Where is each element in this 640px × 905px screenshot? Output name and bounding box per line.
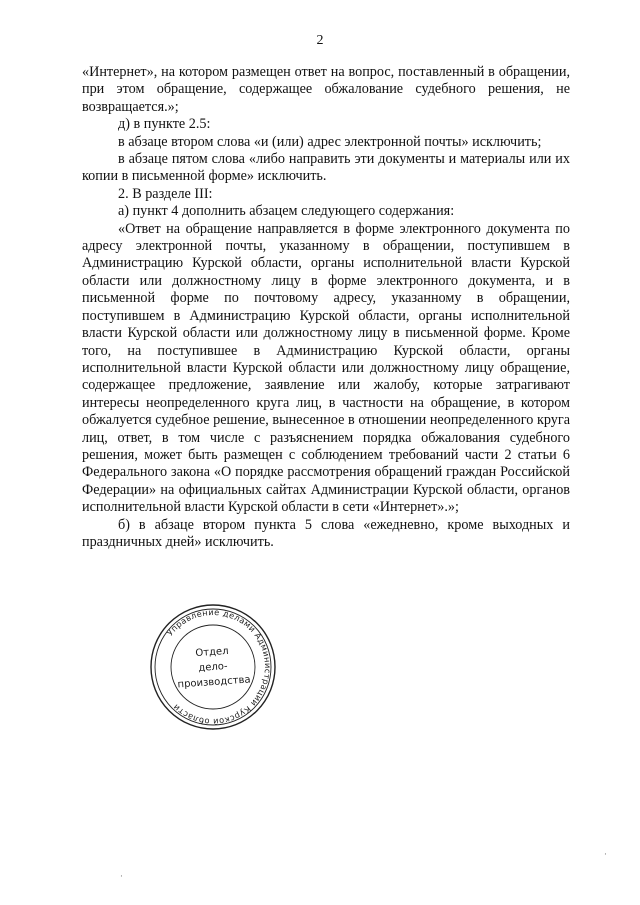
stamp-line: производства (177, 673, 251, 690)
scan-mark: · (604, 850, 607, 860)
paragraph: б) в абзаце втором пункта 5 слова «ежедневно, кроме выходных и праздничных дней» исключить. (82, 516, 570, 550)
document-body (82, 64, 570, 551)
page-number: 2 (316, 33, 324, 48)
stamp-line: дело- (198, 660, 228, 674)
stamp-center (144, 598, 283, 737)
paragraph: а) пункт 4 дополнить абзацем следующего содержания: (118, 203, 455, 220)
office-stamp (148, 602, 278, 732)
paragraph: д) в пункте 2.5: (118, 116, 211, 133)
scan-mark: · (120, 872, 123, 882)
paragraph: в абзаце втором слова «и (или) адрес электронной почты» исключить; (118, 133, 542, 150)
paragraph: в абзаце пятом слова «либо направить эти документы и материалы или их копии в письменной форме» исключить. (82, 151, 570, 185)
paragraph: «Ответ на обращение направляется в форме электронного документа по адресу электронной почты, указанному в обращении, поступившем в Администрацию Курской области, органы исполнительной власти Курской области или должностному лицу в форме электронного документа, и в письменной форме по почтовому адресу, указанному в обращении, поступившем в Администрацию Курской области, органы исполнительной власти Курской области или должностному лицу в письменной форме. Кроме того, на поступившее в Администрацию Курской области, органы исполнительной власти Курской области или должностному лицу обращение, содержащее предложение, заявление или жалобу, которые затрагивают интересы неопределенного круга лиц, в частности на обращение, в котором обжалуется судебное решение, вынесенное в отношении неопределенного круга лиц, ответ, в том числе с разъяснением порядка обжалования судебного решения, может быть размещен с соблюдением требований части 2 статьи 6 Федерального закона «О порядке рассмотрения обращений граждан Российской Федерации» на официальных сайтах Администрации Курской области, органов исполнительной власти Курской области в сети «Интернет».»; (82, 220, 570, 516)
paragraph: «Интернет», на котором размещен ответ на вопрос, поставленный в обращении, при этом обращение, содержащее обжалование судебного решения, не возвращается.»; (82, 64, 570, 115)
paragraph: 2. В разделе III: (118, 185, 213, 202)
stamp-ring-text: Управление делами Администрации Курской области (164, 606, 274, 728)
stamp-line: Отдел (195, 645, 229, 659)
